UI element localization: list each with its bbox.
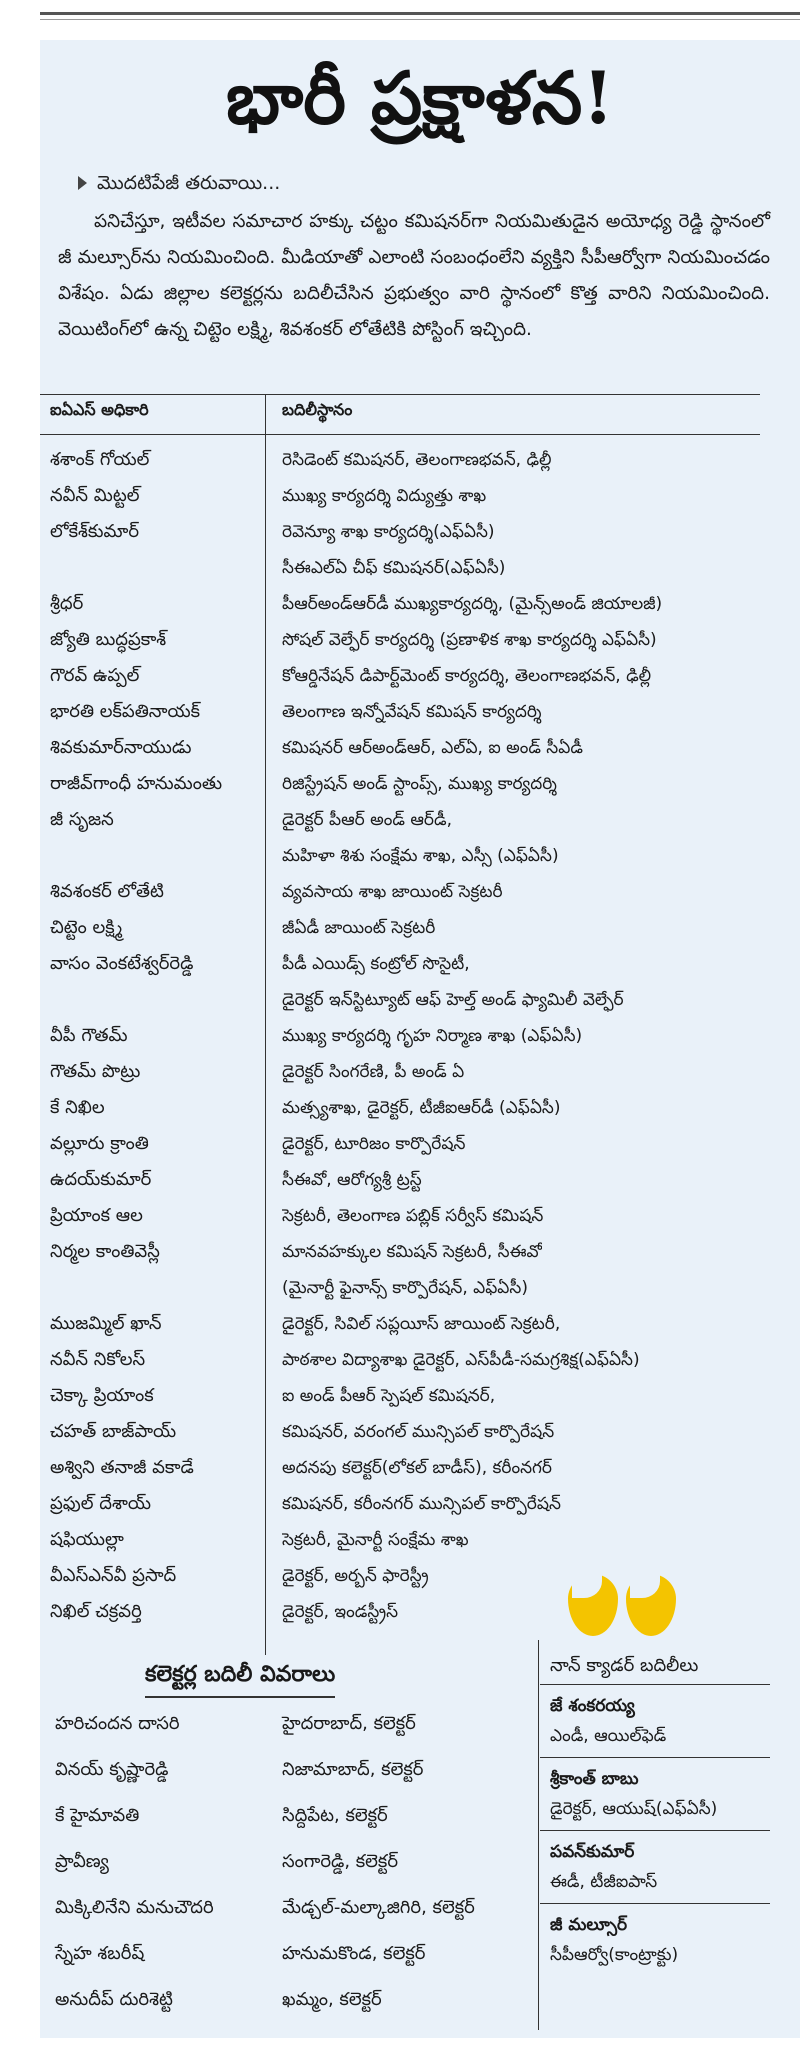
officer-name: వాసం వెంకటేశ్వర్‌రెడ్డి [50, 953, 194, 974]
collector-posting: మేడ్చల్-మల్కాజిగిరి, కలెక్టర్ [282, 1897, 475, 1918]
non-cadre-entry [540, 1757, 770, 1830]
officer-name: గౌతమ్ పొట్రు [50, 1061, 141, 1082]
collector-name: కే హైమావతి [55, 1805, 140, 1826]
officer-posting: రెవెన్యూ శాఖ కార్యదర్శి(ఎఫ్ఏసీ) [282, 522, 495, 542]
quote-icon [568, 1574, 688, 1644]
officer-posting: జీఏడీ జాయింట్ సెక్రటరీ [282, 918, 436, 938]
officer-name: జీ సృజన [50, 809, 114, 830]
officer-posting: మానవహక్కుల కమిషన్ సెక్రటరీ, సీఈవో [282, 1242, 542, 1262]
officer-name: ప్రియాంక ఆల [50, 1205, 143, 1226]
non-cadre-name: జీ మల్సూర్ [550, 1915, 628, 1935]
officer-posting: (మైనార్టీ ఫైనాన్స్ కార్పొరేషన్, ఎఫ్ఏసీ) [282, 1278, 528, 1298]
officer-name: చిట్టెం లక్ష్మి [50, 917, 123, 938]
collector-name: అనుదీప్ దురిశెట్టి [55, 1989, 173, 2010]
sidebar-divider [538, 1640, 539, 2030]
officer-name: ఉదయ్‌కుమార్ [50, 1169, 152, 1190]
officer-name: వీపీ గౌతమ్ [50, 1025, 128, 1046]
collector-name: స్నేహ శబరీష్ [55, 1943, 145, 1964]
officer-posting: ఐ అండ్ పీఆర్ స్పెషల్ కమిషనర్, [282, 1386, 496, 1406]
officer-name: శివకుమార్‌నాయుడు [50, 737, 192, 758]
officer-name: నవీన్ మిట్టల్ [50, 485, 140, 506]
officer-name: చెక్కా ప్రియాంక [50, 1385, 154, 1406]
officer-posting: కమిషనర్, కరీంనగర్ మున్సిపల్ కార్పొరేషన్ [282, 1494, 561, 1514]
officer-posting: డైరెక్టర్, టూరిజం కార్పొరేషన్ [282, 1134, 466, 1154]
officer-name: నవీన్ నికోలస్ [50, 1349, 146, 1370]
collector-posting: హనుమకొండ, కలెక్టర్ [282, 1943, 426, 1964]
table-top-rule [40, 394, 760, 395]
officer-name: శశాంక్ గోయల్ [50, 449, 150, 470]
officer-posting: కమిషనర్, వరంగల్ మున్సిపల్ కార్పొరేషన్ [282, 1422, 555, 1442]
collector-name: ప్రావీణ్య [55, 1851, 109, 1872]
officer-posting: వ్యవసాయ శాఖ జాయింట్ సెక్రటరీ [282, 882, 503, 902]
non-cadre-title: నాన్ క్యాడర్ బదిలీలు [550, 1655, 699, 1676]
continued-text: మొదటిపేజీ తరువాయి... [97, 172, 281, 194]
collector-posting: సిద్దిపేట, కలెక్టర్ [282, 1805, 388, 1826]
officer-name: వీఎస్ఎన్‌వీ ప్రసాద్ [50, 1565, 177, 1586]
officer-name: చహత్ బాజ్‌పాయ్ [50, 1421, 177, 1442]
officer-posting: మత్స్యశాఖ, డైరెక్టర్, టీజీఐఆర్‌డీ (ఎఫ్ఏసీ) [282, 1098, 561, 1118]
officer-posting: సీఈఎల్ఏ చీఫ్ కమిషనర్(ఎఫ్ఏసీ) [282, 558, 506, 578]
officer-posting: డైరెక్టర్, సివిల్ సప్లయీస్ జాయింట్ సెక్రటరీ, [282, 1314, 561, 1334]
officer-name: శ్రీధర్ [50, 593, 84, 614]
continued-line [78, 172, 280, 199]
officer-posting: మహిళా శిశు సంక్షేమ శాఖ, ఎస్సీ (ఎఫ్ఏసీ) [282, 846, 559, 866]
officer-name: షఫియుల్లా [50, 1529, 124, 1550]
officer-posting: డైరెక్టర్, ఇండస్ట్రీస్ [282, 1602, 399, 1622]
officer-name: వల్లూరు క్రాంతి [50, 1133, 149, 1154]
officer-posting: ముఖ్య కార్యదర్శి విద్యుత్తు శాఖ [282, 486, 487, 506]
officer-name: అశ్విని తనాజీ వకాడే [50, 1457, 194, 1478]
collector-posting: నిజామాబాద్, కలెక్టర్ [282, 1759, 424, 1780]
officer-name: ప్రఫుల్ దేశాయ్ [50, 1493, 151, 1514]
officer-posting: డైరెక్టర్ ఇన్‌స్టిట్యూట్ ఆఫ్ హెల్త్ అండ్ ఫ్యామిలీ వెల్ఫేర్ [282, 990, 624, 1010]
officer-name: గౌరవ్ ఉప్పల్ [50, 665, 140, 686]
non-cadre-name: జే శంకరయ్య [550, 1696, 635, 1716]
officer-name: లోకేశ్‌కుమార్ [50, 521, 140, 542]
officer-posting: డైరెక్టర్ సింగరేణి, పీ అండ్ ఏ [282, 1062, 465, 1082]
officer-name: శివశంకర్ లోతేటి [50, 881, 164, 902]
officer-posting: సోషల్ వెల్ఫేర్ కార్యదర్శి (ప్రణాళిక శాఖ కార్యదర్శి ఎఫ్ఏసీ) [282, 630, 657, 650]
top-rule [40, 12, 800, 20]
table-header-posting: బదిలీస్థానం [282, 400, 353, 419]
collector-name: హరిచందన దాసరి [55, 1713, 180, 1734]
officer-posting: డైరెక్టర్, అర్బన్ ఫారెస్ట్రీ [282, 1566, 429, 1586]
officer-name: నిఖిల్ చక్రవర్తి [50, 1601, 142, 1622]
officer-posting: ముఖ్య కార్యదర్శి గృహ నిర్మాణ శాఖ (ఎఫ్ఏసీ) [282, 1026, 583, 1046]
non-cadre-box [540, 1648, 770, 1976]
officer-posting: సెక్రటరీ, తెలంగాణ పబ్లిక్ సర్వీస్ కమిషన్ [282, 1206, 544, 1226]
table-column-divider [265, 395, 266, 1655]
non-cadre-name: శ్రీకాంత్ బాబు [550, 1769, 639, 1789]
officer-posting: సెక్రటరీ, మైనార్టీ సంక్షేమ శాఖ [282, 1530, 469, 1550]
officer-posting: రిజిస్ట్రేషన్ అండ్ స్టాంప్స్, ముఖ్య కార్యదర్శి [282, 774, 557, 794]
collector-posting: ఖమ్మం, కలెక్టర్ [282, 1989, 382, 2010]
non-cadre-entry [540, 1684, 770, 1757]
officer-posting: డైరెక్టర్ పీఆర్ అండ్ ఆర్‌డీ, [282, 810, 452, 830]
non-cadre-post: ఈడీ, టీజీఐపాస్ [550, 1872, 658, 1892]
collector-posting: సంగారెడ్డి, కలెక్టర్ [282, 1851, 399, 1872]
non-cadre-post: సీపీఆర్వో(కాంట్రాక్టు) [550, 1945, 679, 1965]
lead-paragraph: పనిచేస్తూ, ఇటీవల సమాచార హక్కు చట్టం కమిషనర్‌గా నియమితుడైన అయోధ్య రెడ్డి స్థానంలో జీ మల్సూర్‌ను నియమించింది. మీడియాతో ఎలాంటి సంబంధంలేని వ్యక్తిని సీపీఆర్వోగా నియమించడం విశేషం. ఏడు జిల్లాల కలెక్టర్లను బదిలీచేసిన ప్రభుత్వం వారి స్థానంలో కొత్త వారిని నియమించింది. వెయిటింగ్‌లో ఉన్న చిట్టెం లక్ష్మి, శివశంకర్ లోతేటికి పోస్టింగ్ ఇచ్చింది. [58, 211, 770, 340]
collector-posting: హైదరాబాద్, కలెక్టర్ [282, 1713, 416, 1734]
non-cadre-entry [540, 1830, 770, 1903]
officer-name: కే నిఖిల [50, 1097, 105, 1118]
officer-posting: సీఈవో, ఆరోగ్యశ్రీ ట్రస్ట్ [282, 1170, 422, 1190]
non-cadre-entry [540, 1903, 770, 1976]
non-cadre-post: డైరెక్టర్, ఆయుష్(ఎఫ్ఏసీ) [550, 1799, 718, 1819]
officer-posting: పీడీ ఎయిడ్స్ కంట్రోల్ సొసైటీ, [282, 954, 470, 974]
table-header-officer: ఐఏఎస్ అధికారి [50, 400, 149, 419]
table-header-rule [40, 434, 760, 435]
officer-name: జ్యోతి బుద్ధప్రకాశ్ [50, 629, 167, 650]
collectors-title: కలెక్టర్ల బదిలీ వివరాలు [145, 1662, 335, 1698]
officer-posting: పాఠశాల విద్యాశాఖ డైరెక్టర్, ఎస్‌పీడీ-సమగ్రశిక్ష(ఎఫ్ఏసీ) [282, 1350, 640, 1370]
officer-posting: తెలంగాణ ఇన్నోవేషన్ కమిషన్ కార్యదర్శి [282, 702, 542, 722]
arrow-icon [78, 176, 87, 190]
officer-name: నిర్మల కాంతివెస్లీ [50, 1241, 160, 1262]
non-cadre-name: పవన్‌కుమార్ [550, 1842, 635, 1862]
officer-posting: రెసిడెంట్ కమిషనర్, తెలంగాణభవన్, ఢిల్లీ [282, 450, 552, 470]
officer-posting: అదనపు కలెక్టర్(లోకల్ బాడీస్), కరీంనగర్ [282, 1458, 553, 1478]
officer-name: భారతి లక్‌పతినాయక్ [50, 701, 201, 722]
collector-name: వినయ్ కృష్ణారెడ్డి [55, 1759, 169, 1780]
headline: భారీ ప్రక్షాళన! [226, 55, 614, 140]
non-cadre-post: ఎండీ, ఆయిల్‌ఫెడ్ [550, 1726, 667, 1746]
officer-posting: పీఆర్‌అండ్‌ఆర్‌డీ ముఖ్యకార్యదర్శి, (మైన్స్‌అండ్ జియాలజీ) [282, 594, 663, 614]
officer-posting: కోఆర్డినేషన్ డిపార్ట్‌మెంట్ కార్యదర్శి, తెలంగాణభవన్, ఢిల్లీ [282, 666, 652, 686]
officer-name: రాజీవ్‌గాంధీ హనుమంతు [50, 773, 223, 794]
officer-name: ముజమ్మిల్ ఖాన్ [50, 1313, 162, 1334]
officer-posting: కమిషనర్ ఆర్‌అండ్‌ఆర్, ఎల్ఏ, ఐ అండ్ సీఏడీ [282, 738, 583, 758]
collector-name: మిక్కిలినేని మనుచౌదరి [55, 1897, 214, 1918]
